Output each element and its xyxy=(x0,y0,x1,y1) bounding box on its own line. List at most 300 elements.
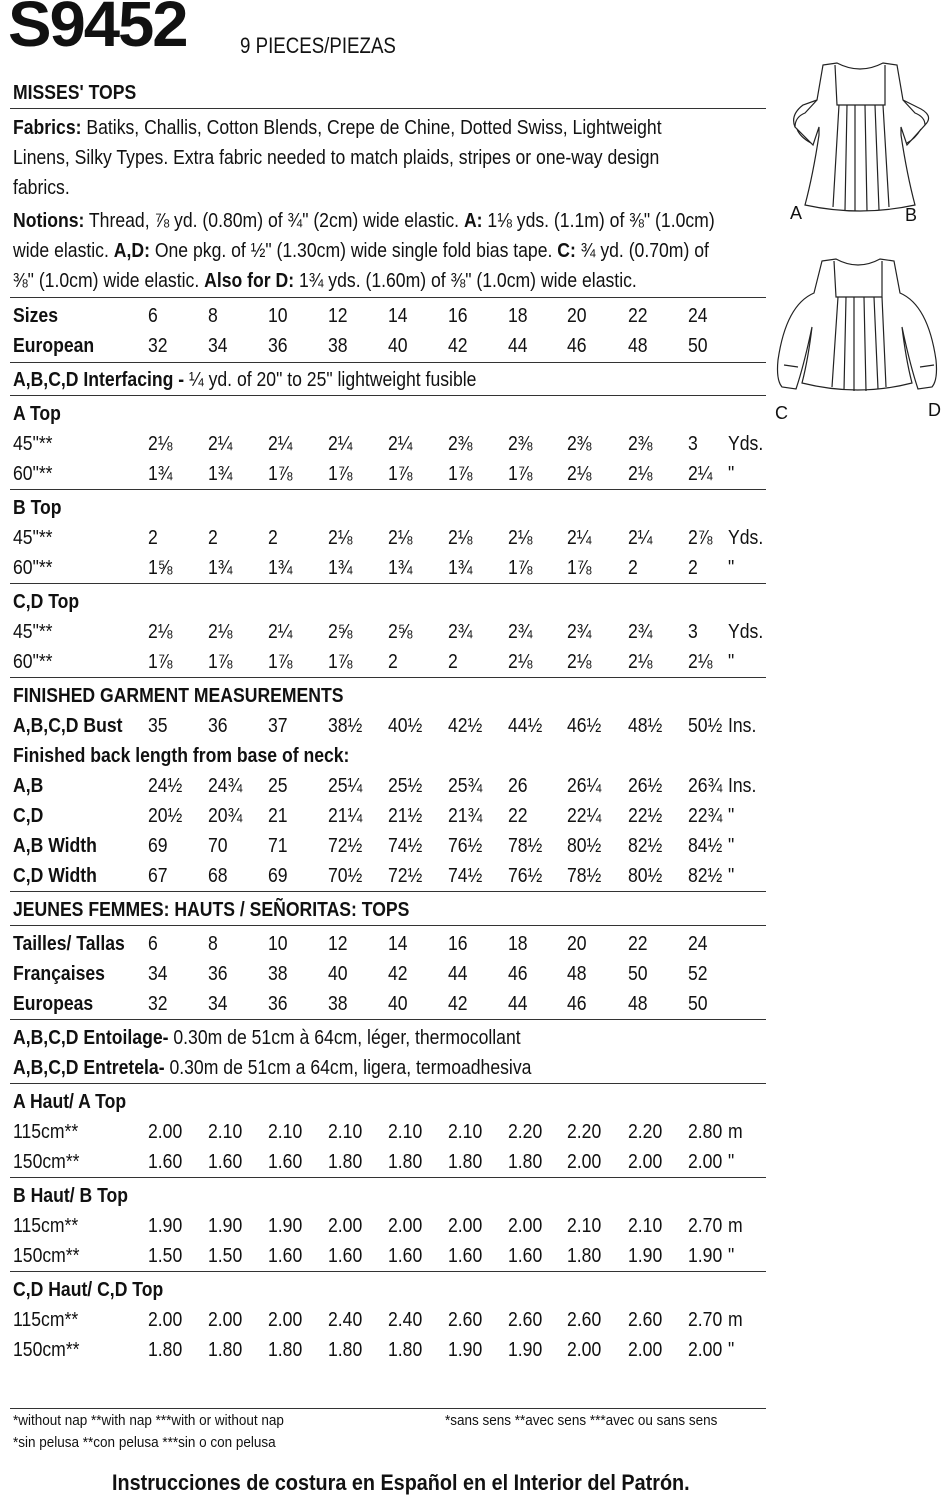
table-cell: 1.90 xyxy=(688,1245,723,1267)
table-cell: 26 xyxy=(508,775,528,797)
unit-label: Ins. xyxy=(728,715,757,737)
table-cell: 46 xyxy=(567,993,587,1015)
table-cell: 1.80 xyxy=(148,1339,183,1361)
row-label: Sizes xyxy=(13,305,59,327)
table-cell: 3 xyxy=(688,433,698,455)
table-cell: 82½ xyxy=(628,835,663,857)
table-cell: 52 xyxy=(688,963,708,985)
table-cell: 1.60 xyxy=(268,1245,303,1267)
bust-row xyxy=(0,711,945,741)
back-length-heading: Finished back length from base of neck: xyxy=(13,745,350,767)
table-cell: 18 xyxy=(508,305,528,327)
table-cell: 22½ xyxy=(628,805,663,827)
unit-label: " xyxy=(728,651,735,673)
table-cell: 50 xyxy=(628,963,648,985)
table-cell: 2⅛ xyxy=(148,433,173,455)
table-cell: 2¾ xyxy=(567,621,592,643)
table-cell: 78½ xyxy=(567,865,602,887)
table-cell: 2⅝ xyxy=(388,621,413,643)
row-label: European xyxy=(13,335,95,357)
entoilage-note: A,B,C,D Entoilage- 0.30m de 51cm à 64cm, léger, thermocollant xyxy=(13,1027,521,1049)
row-label: Europeas xyxy=(13,993,94,1015)
table-cell: 2.10 xyxy=(208,1121,243,1143)
finished-row xyxy=(0,861,945,891)
table-cell: 2¾ xyxy=(508,621,533,643)
table-cell: 25¼ xyxy=(328,775,363,797)
foreign-heading: JEUNES FEMMES: HAUTS / SEÑORITAS: TOPS xyxy=(13,899,410,921)
table-cell: 2.60 xyxy=(448,1309,483,1331)
table-cell: 22¼ xyxy=(567,805,602,827)
table-cell: 48½ xyxy=(628,715,663,737)
table-cell: 1.50 xyxy=(208,1245,243,1267)
table-cell: 22¾ xyxy=(688,805,723,827)
table-cell: 26¼ xyxy=(567,775,602,797)
finished-row xyxy=(0,801,945,831)
table-cell: 67 xyxy=(148,865,168,887)
table-cell: 1.90 xyxy=(508,1339,543,1361)
table-cell: 1.60 xyxy=(448,1245,483,1267)
table-cell: 2⅛ xyxy=(628,651,653,673)
table-cell: 44 xyxy=(508,335,528,357)
table-cell: 2⅛ xyxy=(448,527,473,549)
pieces-count: 9 PIECES/PIEZAS xyxy=(240,33,396,58)
table-cell: 69 xyxy=(268,865,288,887)
metric-row xyxy=(0,1117,945,1147)
unit-label: Ins. xyxy=(728,775,757,797)
divider xyxy=(10,1019,766,1020)
table-cell: 2¾ xyxy=(628,621,653,643)
table-cell: 36 xyxy=(208,715,228,737)
table-cell: 2.10 xyxy=(268,1121,303,1143)
table-cell: 1⅞ xyxy=(448,463,473,485)
table-cell: 42 xyxy=(448,335,468,357)
table-cell: 38 xyxy=(268,963,288,985)
yardage-row xyxy=(0,553,945,583)
table-cell: 48 xyxy=(628,335,648,357)
table-cell: 1.90 xyxy=(268,1215,303,1237)
table-cell: 2⅛ xyxy=(508,527,533,549)
unit-label: " xyxy=(728,463,735,485)
table-cell: 2.60 xyxy=(508,1309,543,1331)
row-label: A,B xyxy=(13,775,44,797)
table-cell: 1.80 xyxy=(328,1151,363,1173)
table-cell: 1⅞ xyxy=(567,557,592,579)
table-cell: 44½ xyxy=(508,715,543,737)
table-cell: 2¼ xyxy=(628,527,653,549)
table-cell: 1¾ xyxy=(328,557,353,579)
table-cell: 22 xyxy=(508,805,528,827)
table-cell: 21 xyxy=(268,805,288,827)
table-cell: 1.80 xyxy=(388,1151,423,1173)
divider xyxy=(10,395,766,396)
notions-paragraph: Notions: Thread, ⅞ yd. (0.80m) of ¾" (2cm) wide elastic. A: 1⅛ yds. (1.1m) of ⅜" (1.0cm) wide elastic. A,D: One pkg. of ½" (1.30cm) wide single fold bias tape. C: ¾ yd. (0.70m) of ⅜" (1.0cm) wide elastic. Also for D: 1¾ yds. (1.60m) of ⅜" (1.0cm) wide elastic. xyxy=(13,210,715,292)
table-cell: 50 xyxy=(688,335,708,357)
table-cell: 2.00 xyxy=(628,1339,663,1361)
table-cell: 1.80 xyxy=(567,1245,602,1267)
divider xyxy=(10,1083,766,1084)
table-cell: 2.60 xyxy=(567,1309,602,1331)
table-cell: 12 xyxy=(328,305,348,327)
unit-label: " xyxy=(728,1151,735,1173)
table-cell: 10 xyxy=(268,933,288,955)
metric-heading: B Haut/ B Top xyxy=(13,1185,129,1207)
table-cell: 1¾ xyxy=(448,557,473,579)
table-cell: 1⅝ xyxy=(148,557,173,579)
finished-row xyxy=(0,771,945,801)
table-cell: 1¾ xyxy=(208,557,233,579)
table-cell: 1.60 xyxy=(208,1151,243,1173)
table-cell: 2.10 xyxy=(448,1121,483,1143)
table-cell: 74½ xyxy=(388,835,423,857)
table-cell: 46 xyxy=(508,963,528,985)
table-cell: 40 xyxy=(388,335,408,357)
row-label: 115cm** xyxy=(13,1309,79,1331)
table-cell: 24 xyxy=(688,305,708,327)
table-cell: 34 xyxy=(148,963,168,985)
finished-row xyxy=(0,831,945,861)
table-cell: 24¾ xyxy=(208,775,243,797)
divider xyxy=(10,297,766,298)
table-cell: 2¼ xyxy=(208,433,233,455)
row-label: Tailles/ Tallas xyxy=(13,933,125,955)
table-cell: 2¼ xyxy=(567,527,592,549)
table-cell: 2⅜ xyxy=(508,433,533,455)
table-cell: 2.00 xyxy=(148,1309,183,1331)
table-cell: 1.80 xyxy=(268,1339,303,1361)
table-cell: 2¾ xyxy=(448,621,473,643)
table-cell: 1.60 xyxy=(388,1245,423,1267)
table-cell: 1⅞ xyxy=(388,463,413,485)
table-cell: 16 xyxy=(448,933,468,955)
table-cell: 1.80 xyxy=(208,1339,243,1361)
table-cell: 38 xyxy=(328,335,348,357)
table-cell: 2¼ xyxy=(268,621,293,643)
table-cell: 8 xyxy=(208,933,218,955)
table-cell: 2.00 xyxy=(208,1309,243,1331)
interfacing-note: A,B,C,D Interfacing - ¼ yd. of 20" to 25" lightweight fusible xyxy=(13,369,477,391)
table-cell: 80½ xyxy=(628,865,663,887)
table-cell: 2 xyxy=(388,651,398,673)
unit-label: " xyxy=(728,835,735,857)
divider xyxy=(10,362,766,363)
table-cell: 10 xyxy=(268,305,288,327)
table-cell: 2.40 xyxy=(328,1309,363,1331)
unit-label: " xyxy=(728,557,735,579)
foreign-size-row xyxy=(0,959,945,989)
spanish-instructions-note: Instrucciones de costura en Español en el Interior del Patrón. xyxy=(112,1470,690,1495)
table-cell: 2.70 xyxy=(688,1215,723,1237)
table-cell: 2⅛ xyxy=(328,527,353,549)
table-cell: 14 xyxy=(388,933,408,955)
unit-label: " xyxy=(728,1339,735,1361)
table-cell: 2.10 xyxy=(628,1215,663,1237)
table-cell: 42 xyxy=(388,963,408,985)
table-cell: 38½ xyxy=(328,715,363,737)
row-label: 115cm** xyxy=(13,1121,79,1143)
table-cell: 20 xyxy=(567,933,587,955)
table-cell: 2⅜ xyxy=(628,433,653,455)
table-cell: 2⅛ xyxy=(628,463,653,485)
table-cell: 21¼ xyxy=(328,805,363,827)
table-cell: 1.60 xyxy=(268,1151,303,1173)
table-cell: 1⅞ xyxy=(508,557,533,579)
table-cell: 2.20 xyxy=(567,1121,602,1143)
entretela-note: A,B,C,D Entretela- 0.30m de 51cm a 64cm, ligera, termoadhesiva xyxy=(13,1057,532,1079)
table-cell: 1⅞ xyxy=(508,463,533,485)
table-cell: 2⅜ xyxy=(567,433,592,455)
divider xyxy=(10,583,766,584)
metric-row xyxy=(0,1147,945,1177)
table-cell: 26½ xyxy=(628,775,663,797)
table-cell: 1.50 xyxy=(148,1245,183,1267)
row-label: 45"** xyxy=(13,433,53,455)
table-cell: 2.00 xyxy=(567,1339,602,1361)
yardage-heading: A Top xyxy=(13,403,61,425)
section-title: MISSES' TOPS xyxy=(13,82,137,104)
row-label: 115cm** xyxy=(13,1215,79,1237)
footnote-spanish: *sin pelusa **con pelusa ***sin o con pelusa xyxy=(13,1434,276,1451)
table-cell: 2.00 xyxy=(688,1151,723,1173)
table-cell: 46½ xyxy=(567,715,602,737)
row-label: A,B,C,D Bust xyxy=(13,715,123,737)
table-cell: 1.80 xyxy=(328,1339,363,1361)
table-cell: 8 xyxy=(208,305,218,327)
table-cell: 2¼ xyxy=(388,433,413,455)
unit-label: " xyxy=(728,1245,735,1267)
table-cell: 21½ xyxy=(388,805,423,827)
table-cell: 2 xyxy=(628,557,638,579)
table-cell: 37 xyxy=(268,715,288,737)
table-cell: 80½ xyxy=(567,835,602,857)
table-cell: 34 xyxy=(208,993,228,1015)
table-cell: 84½ xyxy=(688,835,723,857)
table-cell: 1.60 xyxy=(328,1245,363,1267)
yardage-row xyxy=(0,459,945,489)
table-cell: 78½ xyxy=(508,835,543,857)
divider xyxy=(10,489,766,490)
table-cell: 2 xyxy=(148,527,158,549)
table-cell: 1¾ xyxy=(388,557,413,579)
table-cell: 32 xyxy=(148,335,168,357)
table-cell: 12 xyxy=(328,933,348,955)
unit-label: Yds. xyxy=(728,621,764,643)
yardage-row xyxy=(0,429,945,459)
table-cell: 2⅛ xyxy=(567,463,592,485)
table-cell: 1¾ xyxy=(148,463,173,485)
table-cell: 72½ xyxy=(328,835,363,857)
table-cell: 2⅜ xyxy=(448,433,473,455)
row-label: C,D Width xyxy=(13,865,97,887)
table-cell: 2¼ xyxy=(268,433,293,455)
table-cell: 22 xyxy=(628,933,648,955)
table-cell: 25½ xyxy=(388,775,423,797)
divider xyxy=(10,1271,766,1272)
table-cell: 1.80 xyxy=(508,1151,543,1173)
table-cell: 82½ xyxy=(688,865,723,887)
table-cell: 2 xyxy=(688,557,698,579)
metric-row xyxy=(0,1335,945,1365)
table-cell: 2.00 xyxy=(148,1121,183,1143)
table-cell: 36 xyxy=(268,335,288,357)
table-cell: 44 xyxy=(508,993,528,1015)
table-cell: 2.10 xyxy=(388,1121,423,1143)
table-cell: 71 xyxy=(268,835,288,857)
unit-label: " xyxy=(728,865,735,887)
unit-label: " xyxy=(728,805,735,827)
table-cell: 1.90 xyxy=(208,1215,243,1237)
table-cell: 2.60 xyxy=(628,1309,663,1331)
view-letter-d: D xyxy=(928,400,941,420)
row-label: 150cm** xyxy=(13,1151,80,1173)
table-cell: 36 xyxy=(268,993,288,1015)
table-cell: 40 xyxy=(328,963,348,985)
table-cell: 76½ xyxy=(508,865,543,887)
unit-label: Yds. xyxy=(728,433,764,455)
table-cell: 2⅛ xyxy=(388,527,413,549)
row-label: 60"** xyxy=(13,557,53,579)
foreign-size-row xyxy=(0,929,945,959)
table-cell: 2.00 xyxy=(328,1215,363,1237)
table-cell: 6 xyxy=(148,305,158,327)
row-label: 150cm** xyxy=(13,1339,80,1361)
table-cell: 2.70 xyxy=(688,1309,723,1331)
table-cell: 35 xyxy=(148,715,168,737)
row-label: C,D xyxy=(13,805,44,827)
table-cell: 69 xyxy=(148,835,168,857)
table-cell: 1⅞ xyxy=(268,463,293,485)
table-cell: 2.00 xyxy=(688,1339,723,1361)
yardage-row xyxy=(0,617,945,647)
metric-heading: A Haut/ A Top xyxy=(13,1091,127,1113)
unit-label: m xyxy=(728,1121,743,1143)
table-cell: 40 xyxy=(388,993,408,1015)
table-cell: 38 xyxy=(328,993,348,1015)
table-cell: 50½ xyxy=(688,715,723,737)
unit-label: m xyxy=(728,1215,743,1237)
table-cell: 2⅛ xyxy=(508,651,533,673)
table-cell: 2.10 xyxy=(328,1121,363,1143)
table-cell: 1.90 xyxy=(148,1215,183,1237)
table-cell: 2.00 xyxy=(448,1215,483,1237)
yardage-heading: B Top xyxy=(13,497,62,519)
table-cell: 14 xyxy=(388,305,408,327)
table-cell: 70½ xyxy=(328,865,363,887)
table-cell: 2 xyxy=(448,651,458,673)
view-letter-a: A xyxy=(790,203,803,223)
foreign-size-row xyxy=(0,989,945,1019)
table-cell: 2.00 xyxy=(388,1215,423,1237)
table-cell: 2.80 xyxy=(688,1121,723,1143)
yardage-row xyxy=(0,647,945,677)
footnote-french: *sans sens **avec sens ***avec ou sans sens xyxy=(445,1412,718,1429)
table-cell: 2⅝ xyxy=(328,621,353,643)
table-cell: 2.40 xyxy=(388,1309,423,1331)
table-cell: 3 xyxy=(688,621,698,643)
metric-heading: C,D Haut/ C,D Top xyxy=(13,1279,164,1301)
table-cell: 72½ xyxy=(388,865,423,887)
table-cell: 42½ xyxy=(448,715,483,737)
table-cell: 1.80 xyxy=(388,1339,423,1361)
table-cell: 2.20 xyxy=(508,1121,543,1143)
table-cell: 1⅞ xyxy=(208,651,233,673)
view-cd-illustration xyxy=(770,255,945,405)
table-cell: 1⅞ xyxy=(148,651,173,673)
view-ab-illustration xyxy=(775,55,945,225)
row-label: A,B Width xyxy=(13,835,97,857)
table-cell: 74½ xyxy=(448,865,483,887)
row-label: 45"** xyxy=(13,527,53,549)
yardage-heading: C,D Top xyxy=(13,591,80,613)
table-cell: 26¾ xyxy=(688,775,723,797)
divider xyxy=(10,108,766,109)
table-cell: 1.80 xyxy=(448,1151,483,1173)
table-cell: 2⅛ xyxy=(567,651,592,673)
divider xyxy=(10,925,766,926)
table-cell: 1.60 xyxy=(148,1151,183,1173)
table-cell: 50 xyxy=(688,993,708,1015)
table-cell: 40½ xyxy=(388,715,423,737)
table-cell: 22 xyxy=(628,305,648,327)
table-cell: 2.00 xyxy=(508,1215,543,1237)
table-cell: 2.00 xyxy=(567,1151,602,1173)
unit-label: Yds. xyxy=(728,527,764,549)
table-cell: 42 xyxy=(448,993,468,1015)
table-cell: 2⅛ xyxy=(148,621,173,643)
table-cell: 76½ xyxy=(448,835,483,857)
table-cell: 25¾ xyxy=(448,775,483,797)
table-cell: 48 xyxy=(628,993,648,1015)
row-label: 45"** xyxy=(13,621,53,643)
table-cell: 2⅞ xyxy=(688,527,713,549)
yardage-row xyxy=(0,523,945,553)
footnote-english: *without nap **with nap ***with or without nap xyxy=(13,1412,284,1429)
table-cell: 2⅛ xyxy=(688,651,713,673)
view-letter-b: B xyxy=(905,205,918,225)
table-cell: 2.20 xyxy=(628,1121,663,1143)
table-cell: 32 xyxy=(148,993,168,1015)
table-cell: 1¾ xyxy=(208,463,233,485)
table-cell: 68 xyxy=(208,865,228,887)
divider xyxy=(10,1177,766,1178)
table-cell: 70 xyxy=(208,835,228,857)
divider xyxy=(10,677,766,678)
table-cell: 1¾ xyxy=(268,557,293,579)
view-letter-c: C xyxy=(775,403,788,423)
table-cell: 34 xyxy=(208,335,228,357)
metric-row xyxy=(0,1305,945,1335)
table-cell: 1.90 xyxy=(448,1339,483,1361)
table-cell: 2.10 xyxy=(567,1215,602,1237)
table-cell: 2 xyxy=(268,527,278,549)
table-cell: 44 xyxy=(448,963,468,985)
row-label: 60"** xyxy=(13,651,53,673)
row-label: 150cm** xyxy=(13,1245,80,1267)
table-cell: 1.90 xyxy=(628,1245,663,1267)
table-cell: 2⅛ xyxy=(208,621,233,643)
divider xyxy=(10,1408,766,1409)
unit-label: m xyxy=(728,1309,743,1331)
table-cell: 2¼ xyxy=(688,463,713,485)
table-cell: 46 xyxy=(567,335,587,357)
table-cell: 24 xyxy=(688,933,708,955)
table-cell: 2.00 xyxy=(628,1151,663,1173)
table-cell: 1.60 xyxy=(508,1245,543,1267)
table-cell: 20½ xyxy=(148,805,183,827)
table-cell: 1⅞ xyxy=(328,651,353,673)
row-label: Françaises xyxy=(13,963,105,985)
table-cell: 18 xyxy=(508,933,528,955)
table-cell: 25 xyxy=(268,775,288,797)
